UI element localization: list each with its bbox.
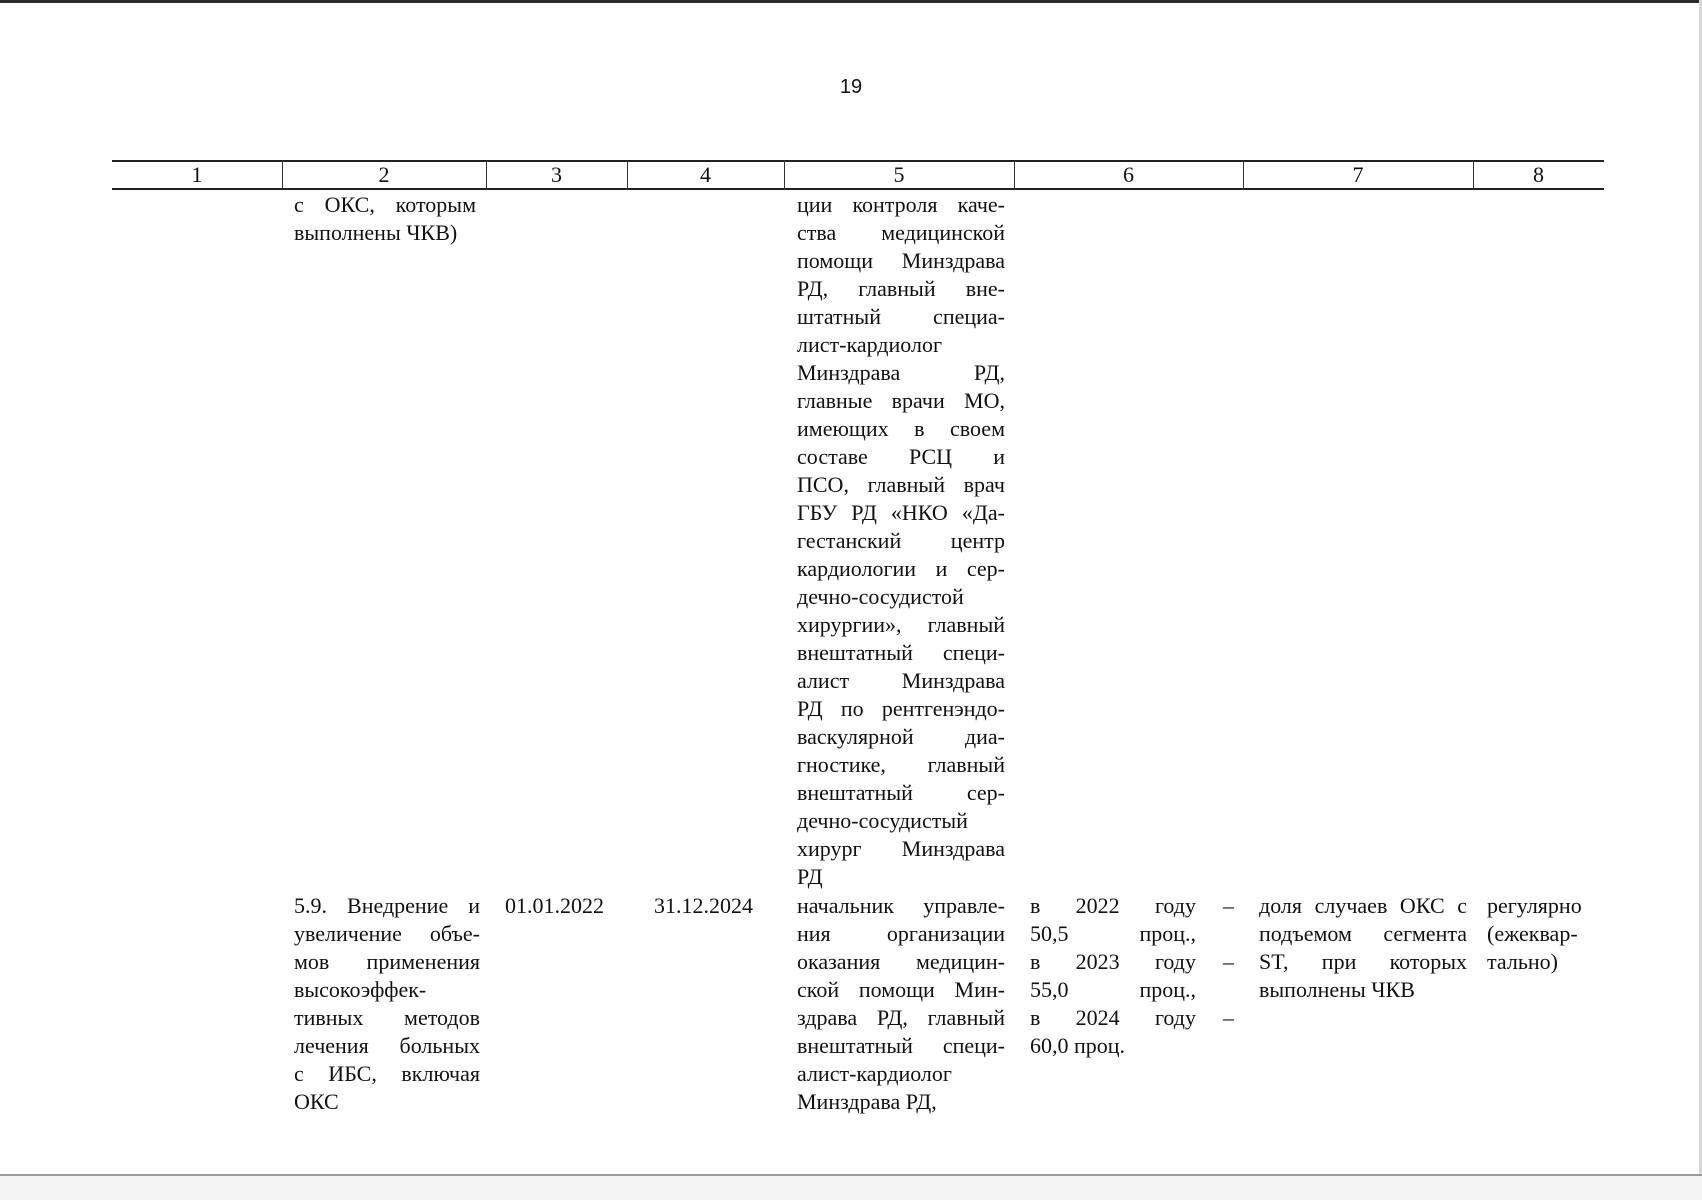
scan-margin — [0, 1176, 1702, 1200]
text-line: начальник управле- — [797, 893, 1005, 918]
text-line: (ежеквар- — [1487, 921, 1578, 946]
row2-col6-dash: – — [1223, 893, 1234, 918]
header-col-2: 2 — [378, 162, 390, 187]
scan-top-edge — [0, 0, 1702, 3]
text-line: ГБУ РД «НКО «Да- — [797, 500, 1005, 525]
text-line: оказания медицин- — [797, 949, 1005, 974]
text-line: выполнены ЧКВ — [1259, 977, 1415, 1002]
row2-col3-start-date: 01.01.2022 — [505, 893, 604, 918]
text-line: помощи Минздрава — [797, 248, 1005, 273]
text-line: ской помощи Мин- — [797, 977, 1005, 1002]
text-line: 55,0 проц., — [1030, 977, 1196, 1002]
row1-col5-responsible — [797, 191, 1005, 891]
text-line: лечения больных — [294, 1033, 480, 1058]
text-line: внештатный специ- — [797, 1033, 1005, 1058]
text-line: дечно-сосудистой — [797, 584, 964, 609]
row2-col6-dash: – — [1223, 1005, 1234, 1030]
text-line: 5.9. Внедрение и — [294, 893, 480, 918]
row2-col8-periodicity — [1487, 892, 1582, 976]
text-line: в 2022 году — [1030, 893, 1196, 918]
text-line: имеющих в своем — [797, 416, 1005, 441]
text-line: гестанский центр — [797, 528, 1005, 553]
text-line: выполнены ЧКВ) — [294, 220, 458, 245]
row2-col7-indicator — [1259, 892, 1467, 1004]
text-line: доля случаев ОКС с — [1259, 893, 1467, 918]
text-line: алист Минздрава — [797, 668, 1005, 693]
page-number: 19 — [839, 76, 863, 98]
text-line: в 2023 году — [1030, 949, 1196, 974]
text-line: РД по рентгенэндо- — [797, 696, 1005, 721]
text-line: внештатный сер- — [797, 780, 1005, 805]
header-col-7: 7 — [1352, 162, 1364, 187]
text-line: штатный специа- — [797, 304, 1005, 329]
text-line: Минздрава РД, — [797, 360, 1005, 385]
text-line: подъемом сегмента — [1259, 921, 1467, 946]
text-line: лист-кардиолог — [797, 332, 942, 357]
row2-col6-target-values — [1030, 892, 1196, 1060]
text-line: мов применения — [294, 949, 480, 974]
text-line: ния организации — [797, 921, 1005, 946]
text-line: ции контроля каче- — [797, 192, 1005, 217]
text-line: гностике, главный — [797, 752, 1005, 777]
header-col-3: 3 — [551, 162, 562, 187]
header-col-1: 1 — [191, 162, 203, 187]
text-line: РД — [797, 864, 823, 889]
text-line: составе РСЦ и — [797, 444, 1005, 469]
row1-col2-description — [294, 191, 476, 247]
text-line: 50,5 проц., — [1030, 921, 1196, 946]
text-line: в 2024 году — [1030, 1005, 1196, 1030]
row2-col4-end-date: 31.12.2024 — [654, 893, 753, 918]
text-line: главные врачи МО, — [797, 388, 1005, 413]
text-line: ОКС — [294, 1089, 339, 1114]
text-line: здрава РД, главный — [797, 1005, 1005, 1030]
header-col-4: 4 — [700, 162, 711, 187]
text-line: внештатный специ- — [797, 640, 1005, 665]
text-line: увеличение объе- — [294, 921, 480, 946]
header-col-5: 5 — [893, 162, 905, 187]
text-line: алист-кардиолог — [797, 1061, 952, 1086]
text-line: тально) — [1487, 949, 1558, 974]
text-line: тивных методов — [294, 1005, 480, 1030]
header-col-6: 6 — [1123, 162, 1134, 187]
text-line: РД, главный вне- — [797, 276, 1005, 301]
text-line: кардиологии и сер- — [797, 556, 1005, 581]
header-bottom-rule — [112, 188, 1604, 190]
text-line: ST, при которых — [1259, 949, 1467, 974]
header-col-8: 8 — [1533, 162, 1544, 187]
row2-col2-description — [294, 892, 480, 1116]
row2-col5-responsible — [797, 892, 1005, 1116]
text-line: с ИБС, включая — [294, 1061, 480, 1086]
text-line: 60,0 проц. — [1030, 1033, 1126, 1058]
text-line: ПСО, главный врач — [797, 472, 1005, 497]
row2-col6-dash: – — [1223, 949, 1234, 974]
text-line: высокоэффек- — [294, 977, 427, 1002]
text-line: с ОКС, которым — [294, 192, 476, 217]
text-line: васкулярной диа- — [797, 724, 1005, 749]
text-line: хирургии», главный — [797, 612, 1005, 637]
text-line: Минздрава РД, — [797, 1089, 937, 1114]
text-line: дечно-сосудистый — [797, 808, 968, 833]
text-line: ства медицинской — [797, 220, 1005, 245]
text-line: хирург Минздрава — [797, 836, 1005, 861]
text-line: регулярно — [1487, 893, 1582, 918]
